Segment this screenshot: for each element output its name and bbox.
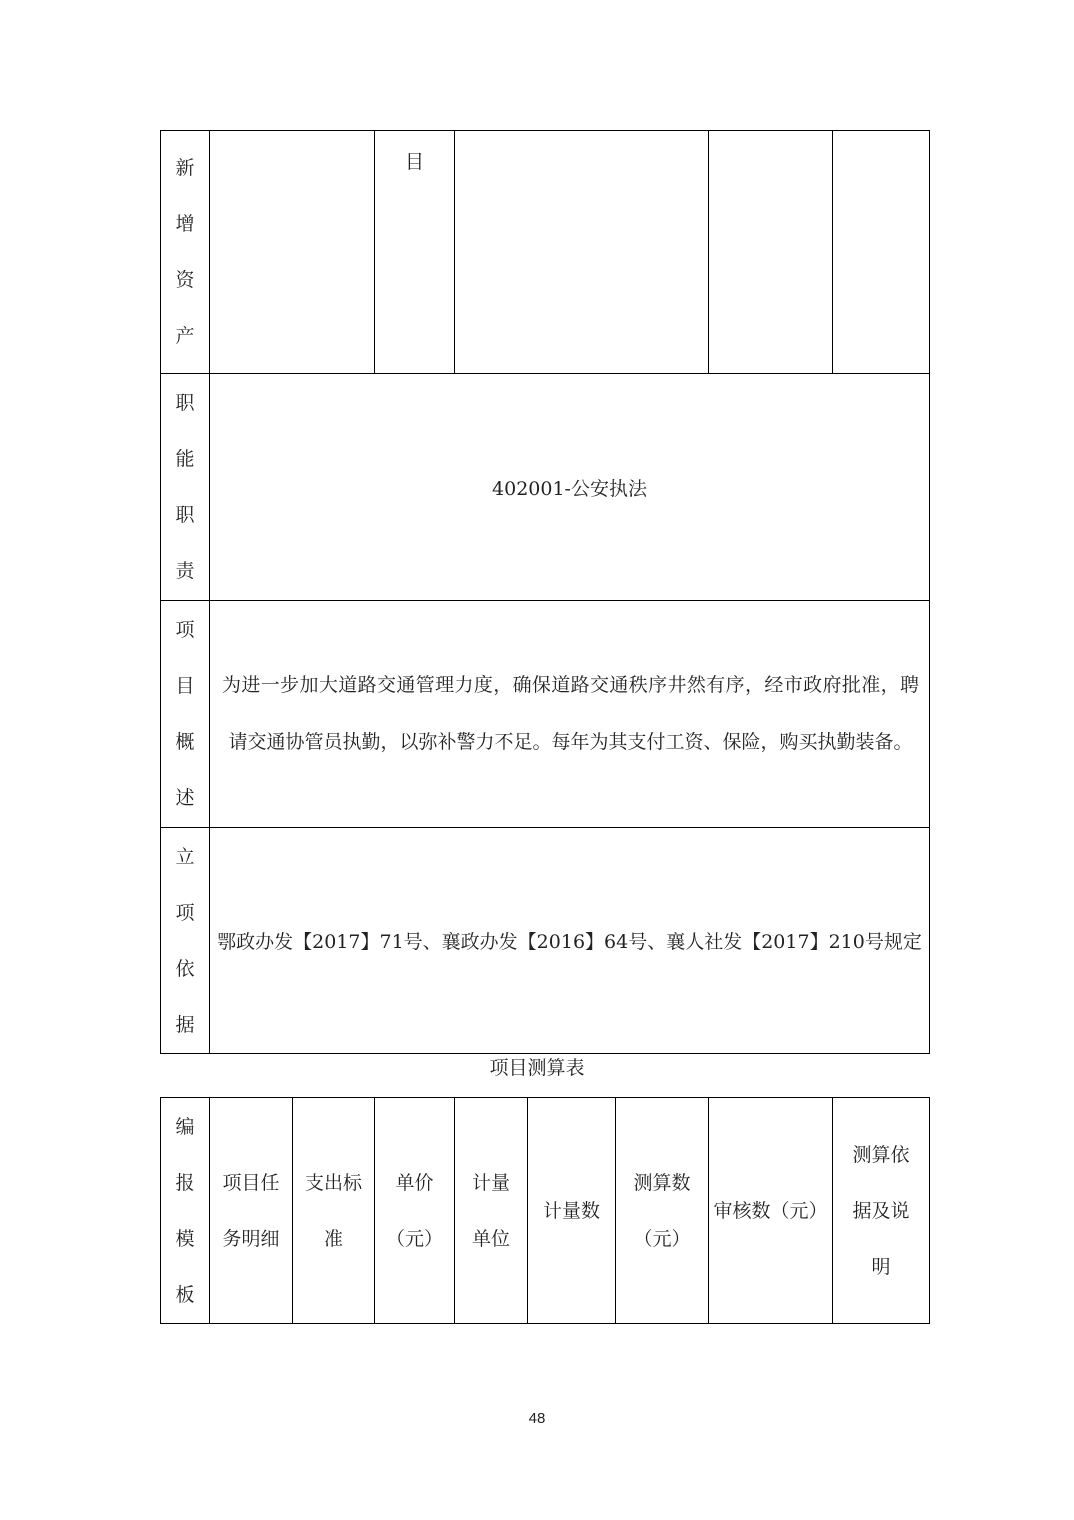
assets-cell bbox=[709, 131, 833, 374]
label-char: 责 bbox=[175, 560, 195, 582]
assets-cell bbox=[455, 131, 709, 374]
page-number: 48 bbox=[528, 1410, 546, 1427]
header-line: 明 bbox=[871, 1255, 891, 1278]
overview-label bbox=[161, 601, 210, 828]
header-audited-amount bbox=[709, 1098, 833, 1324]
header-measure-unit bbox=[455, 1098, 528, 1324]
assets-cell bbox=[210, 131, 375, 374]
project-info-table bbox=[160, 130, 930, 1054]
label-char: 职 bbox=[175, 392, 195, 414]
new-assets-label bbox=[161, 131, 210, 374]
label-char: 项 bbox=[175, 901, 195, 924]
label-char: 项 bbox=[175, 619, 195, 641]
header-line: 测算数 bbox=[633, 1171, 691, 1194]
header-line: （元） bbox=[385, 1227, 443, 1250]
estimate-table bbox=[160, 1097, 930, 1324]
header-expense-standard bbox=[293, 1098, 375, 1324]
estimate-table-title: 项目测算表 bbox=[489, 1057, 585, 1079]
header-line: 据及说 bbox=[852, 1199, 910, 1222]
label-char: 述 bbox=[175, 787, 195, 809]
basis-label bbox=[161, 828, 210, 1054]
header-unit-price bbox=[375, 1098, 455, 1324]
label-char: 产 bbox=[175, 325, 195, 347]
header-estimated-amount bbox=[616, 1098, 709, 1324]
label-char: 概 bbox=[175, 731, 195, 753]
label-char: 职 bbox=[175, 504, 195, 526]
function-value: 402001-公安执法 bbox=[210, 374, 930, 601]
header-line: 支出标 bbox=[304, 1171, 362, 1194]
header-line: 审核数（元） bbox=[713, 1199, 828, 1222]
label-char: 增 bbox=[175, 213, 195, 235]
overview-row bbox=[161, 601, 930, 828]
label-char: 依 bbox=[175, 957, 195, 980]
header-template bbox=[161, 1098, 210, 1324]
header-line: （元） bbox=[633, 1227, 691, 1250]
header-line: 测算依 bbox=[852, 1143, 910, 1166]
header-basis-notes bbox=[833, 1098, 930, 1324]
header-line: 务明细 bbox=[222, 1227, 280, 1250]
label-char: 新 bbox=[175, 157, 195, 179]
header-task-detail bbox=[210, 1098, 293, 1324]
header-line: 单价 bbox=[395, 1171, 434, 1194]
label-char: 资 bbox=[175, 269, 195, 291]
header-line: 编 bbox=[175, 1115, 195, 1138]
label-char: 目 bbox=[175, 675, 195, 697]
header-line: 报 bbox=[175, 1171, 195, 1194]
assets-cell bbox=[833, 131, 930, 374]
header-line: 单位 bbox=[471, 1227, 510, 1250]
label-char: 能 bbox=[175, 448, 195, 470]
function-label bbox=[161, 374, 210, 601]
header-line: 计量数 bbox=[542, 1199, 600, 1222]
label-char: 立 bbox=[175, 845, 195, 868]
header-line: 模 bbox=[175, 1227, 195, 1250]
header-line: 计量 bbox=[471, 1171, 510, 1194]
header-line: 准 bbox=[323, 1227, 343, 1250]
basis-value: 鄂政办发【2017】71号、襄政办发【2016】64号、襄人社发【2017】210号规定 bbox=[210, 828, 930, 1054]
basis-row bbox=[161, 828, 930, 1054]
function-row bbox=[161, 374, 930, 601]
assets-item-cell: 目 bbox=[375, 131, 455, 374]
header-line: 项目任 bbox=[222, 1171, 280, 1194]
label-char: 据 bbox=[175, 1013, 195, 1036]
header-line: 板 bbox=[175, 1283, 195, 1306]
header-quantity bbox=[528, 1098, 616, 1324]
estimate-header-row bbox=[161, 1098, 930, 1324]
new-assets-row bbox=[161, 131, 930, 374]
overview-value: 为进一步加大道路交通管理力度，确保道路交通秩序井然有序，经市政府批准，聘请交通协管员执勤，以弥补警力不足。每年为其支付工资、保险，购买执勤装备。 bbox=[210, 601, 930, 828]
